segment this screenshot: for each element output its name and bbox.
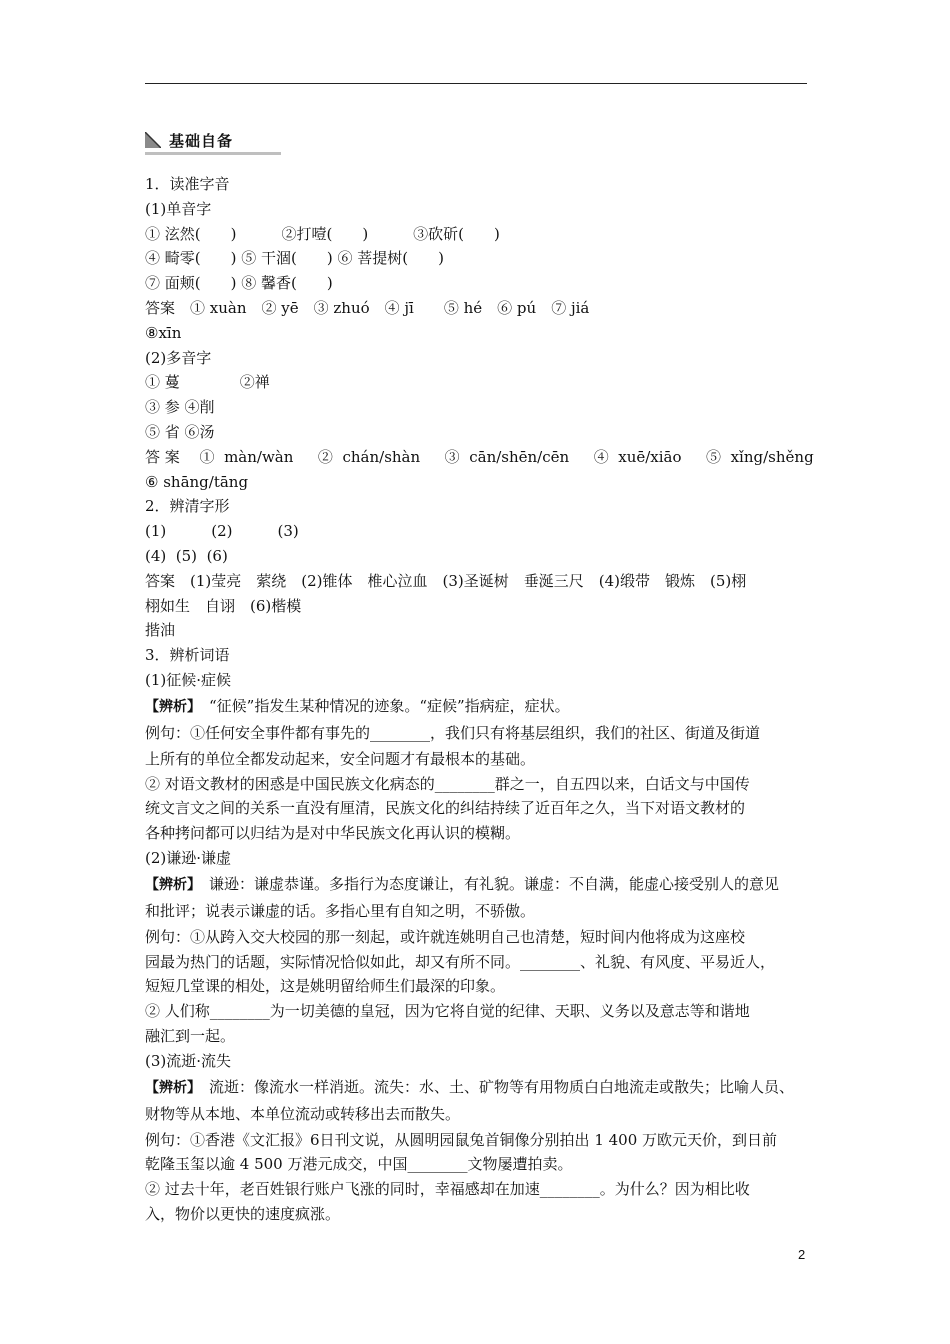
- answer-line: ⑥ shāng/tāng: [145, 472, 249, 491]
- text-line: ⑤ 省 ⑥汤: [145, 422, 215, 441]
- example-line: 融汇到一起。: [145, 1026, 236, 1045]
- analysis-line: [145, 871, 807, 898]
- page-number: 2: [798, 1247, 806, 1262]
- example-line: 短短几堂课的相处，这是姚明留给师生们最深的印象。: [145, 977, 506, 996]
- answer-line: 答 案 ① màn/wàn ② chán/shàn ③ cān/shēn/cēn ④ xuē/xiāo ⑤ xǐng/shěng: [145, 447, 814, 466]
- analysis-tag: 【辨析】: [145, 698, 194, 715]
- heading-words: 3．辨析词语: [145, 646, 230, 665]
- example-line: 园最为热门的话题，实际情况恰似如此，却又有所不同。________、礼貌、有风度、平易近人，: [145, 952, 776, 971]
- analysis-line: 财物等从本地、本单位流动或转移出去而散失。: [145, 1104, 461, 1123]
- example-line: 入，物价以更快的速度疯涨。: [145, 1204, 341, 1223]
- answer-line: 栩如生 自诩 (6)楷模: [145, 596, 302, 615]
- example-line: ② 过去十年，老百姓银行账户飞涨的同时，幸福感却在加速________。为什么？因为相比收: [145, 1180, 750, 1199]
- analysis-text: 流逝：像流水一样消逝。流失：水、土、矿物等有用物质白白地流走或散失；比喻人员、: [194, 1077, 795, 1096]
- document-body: [145, 172, 814, 1227]
- example-line: 上所有的单位全都发动起来，安全问题才有最根本的基础。: [145, 749, 536, 768]
- analysis-text: 谦逊：谦虚恭谨。多指行为态度谦让，有礼貌。谦虚：不自满，能虚心接受别人的意见: [194, 874, 780, 893]
- answer-line: ⑧xīn: [145, 323, 182, 342]
- answer-line: 揩油: [145, 621, 176, 640]
- analysis-text: “征候”指发生某种情况的迹象。“症候”指病症，症状。: [194, 696, 570, 715]
- example-line: ② 人们称________为一切美德的皇冠，因为它将自觉的纪律、天职、义务以及意志等和谐地: [145, 1002, 750, 1021]
- subheading-word-pair: (3)流逝·流失: [145, 1051, 232, 1070]
- section-heading: [145, 130, 281, 154]
- example-line: 例句：①从跨入交大校园的那一刻起，或许就连姚明自己也清楚，短时间内他将成为这座校: [145, 927, 746, 946]
- example-line: ② 对语文教材的困惑是中国民族文化病态的________群之一，自五四以来，白话文与中国传: [145, 774, 750, 793]
- subheading-multi-sound: (2)多音字: [145, 348, 212, 367]
- analysis-tag: 【辨析】: [145, 876, 194, 893]
- example-line: 例句：①任何安全事件都有事先的________，我们只有将基层组织，我们的社区、街道及街道: [145, 723, 761, 742]
- header-rule: [145, 83, 807, 84]
- text-line: ④ 畸零( ) ⑤ 干涸( ) ⑥ 菩提树( ): [145, 249, 444, 268]
- analysis-line: [145, 1074, 807, 1101]
- text-line: (1) (2) (3): [145, 522, 299, 541]
- answer-line: 答案 (1)莹亮 萦绕 (2)锥体 椎心泣血 (3)圣诞树 垂涎三尺 (4)缎带 锻炼 (5)栩: [145, 571, 747, 590]
- section-underline: [145, 152, 281, 155]
- text-line: ① 泫然( ) ②打噎( ) ③砍斫( ): [145, 224, 500, 243]
- text-line: (4) (5) (6): [145, 546, 228, 565]
- example-line: 统文言文之间的关系一直没有厘清，民族文化的纠结持续了近百年之久，当下对语文教材的: [145, 799, 746, 818]
- text-line: ① 蔓 ②禅: [145, 373, 270, 392]
- heading-pronunciation: 1．读准字音: [145, 175, 230, 193]
- heading-glyphs: 2．辨清字形: [145, 497, 230, 516]
- corner-triangle-icon: [145, 132, 161, 148]
- subheading-word-pair: (1)征候·症候: [145, 670, 232, 689]
- subheading-single-sound: (1)单音字: [145, 199, 212, 218]
- analysis-line: 和批评；说表示谦虚的话。多指心里有自知之明，不骄傲。: [145, 901, 536, 920]
- example-line: 例句：①香港《文汇报》6日刊文说，从圆明园鼠兔首铜像分别拍出 1 400 万欧元天价，到日前: [145, 1130, 778, 1149]
- section-title: 基础自备: [169, 132, 234, 150]
- example-line: 乾隆玉玺以逾 4 500 万港元成交，中国________文物屡遭拍卖。: [145, 1155, 573, 1174]
- text-line: ⑦ 面颊( ) ⑧ 馨香( ): [145, 274, 333, 293]
- analysis-line: [145, 693, 807, 720]
- text-line: ③ 参 ④削: [145, 398, 215, 417]
- example-line: 各种拷问都可以归结为是对中华民族文化再认识的模糊。: [145, 824, 521, 843]
- answer-line: 答案 ① xuàn ② yē ③ zhuó ④ jī ⑤ hé ⑥ pú ⑦ jiá: [145, 298, 590, 317]
- subheading-word-pair: (2)谦逊·谦虚: [145, 848, 232, 867]
- analysis-tag: 【辨析】: [145, 1079, 194, 1096]
